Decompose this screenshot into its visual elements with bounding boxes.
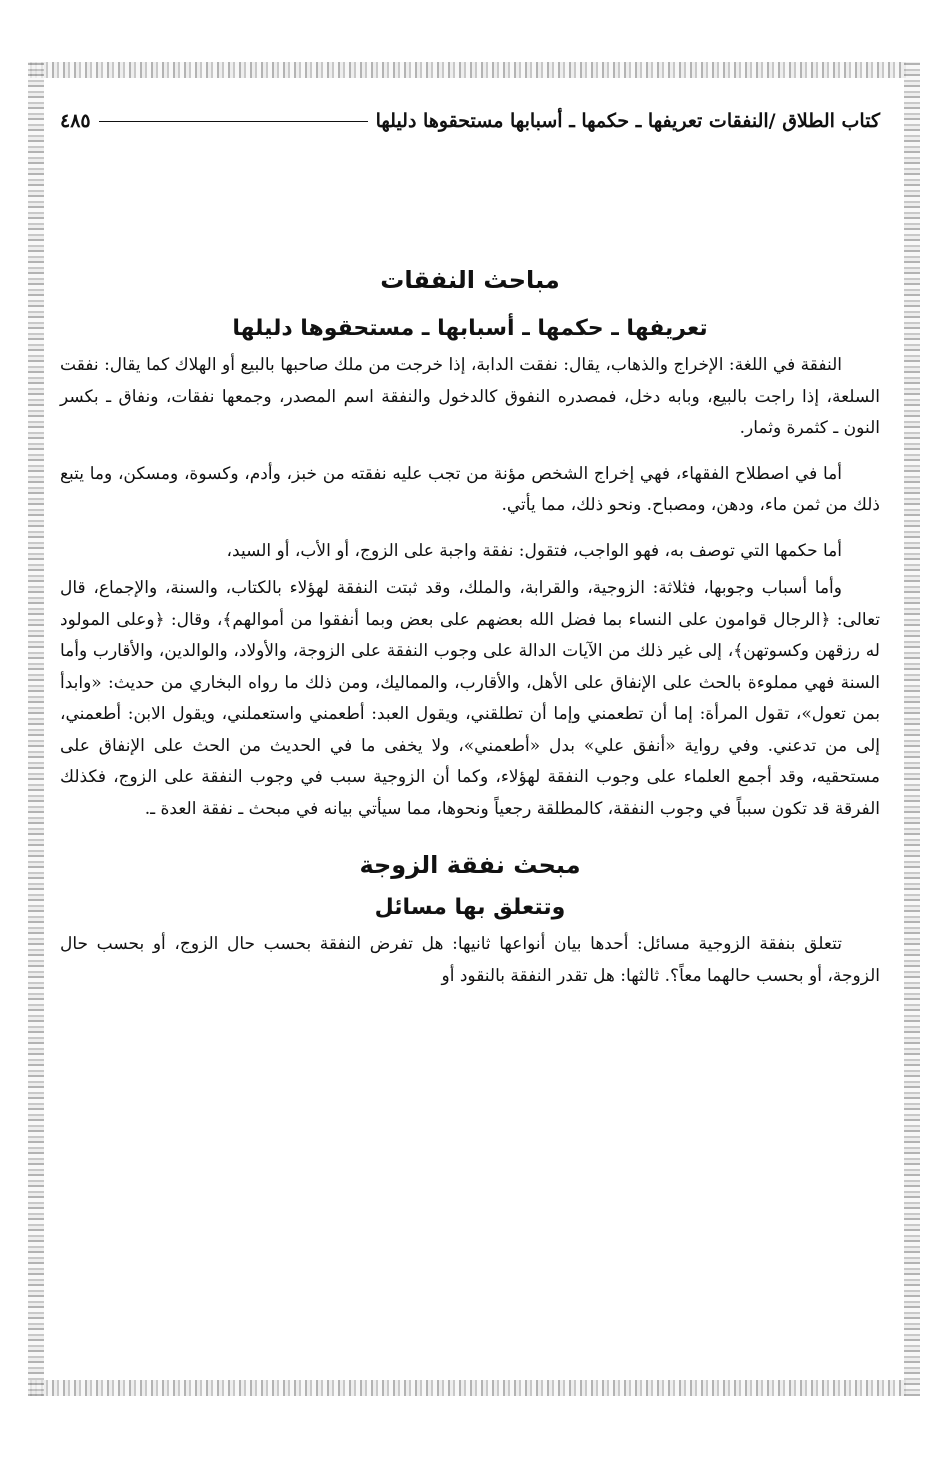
page-border-bottom — [30, 1380, 910, 1396]
paragraph-issues: تتعلق بنفقة الزوجية مسائل: أحدها بيان أنواعها ثانيها: هل تفرض النفقة بحسب حال الزوج، أو بحسب حال الزوجة، أو بحسب حالهما معاً؟. ثالثها: هل تقدر النفقة بالنقود أو — [60, 934, 880, 986]
section-subtitle: تعريفها ـ حكمها ـ أسبابها ـ مستحقوها دليلها — [232, 316, 708, 341]
page-border-left — [28, 62, 44, 1396]
page-border-right — [904, 62, 920, 1396]
running-header — [60, 106, 880, 136]
section-title: مبحث نفقة الزوجة — [359, 851, 581, 879]
running-title: كتاب الطلاق /النفقات تعريفها ـ حكمها ـ أسبابها مستحقوها دليلها — [375, 110, 880, 132]
section-subtitle: وتتعلق بها مسائل — [374, 895, 566, 920]
paragraph-causes: وأما أسباب وجوبها، فثلاثة: الزوجية، والقرابة، والملك، وقد ثبتت النفقة لهؤلاء بالكتاب، والسنة، والإجماع، قال تعالى: ﴿الرجال قوامون على النساء بما فضل الله بعضهم على بعض وبما أنفقوا من أموالهم﴾، وقال: ﴿وعلى المولود له رزقهن وكسوتهن﴾، إلى غير ذلك من الآيات الدالة على وجوب النفقة على الزوجة، والأولاد، والوالدين، والأقارب وأما السنة فهي مملوءة بالحث على الإنفاق على الأهل، والأقارب، والمماليك، ومن ذلك ما رواه البخاري من حديث: «وابدأ بمن تعول»، تقول المرأة: إما أن تطعمني وإما أن تطلقني، ويقول العبد: أطعمني واستعملني، ويقول الابن: أطعمني، إلى من تدعني. وفي رواية «أنفق علي» بدل «أطعمني»، ولا يخفى ما في الحديث من الحث على الإنفاق على مستحقيه، وقد أجمع العلماء على وجوب النفقة لهؤلاء، وكما أن الزوجية سبب في وجوب النفقة على الزوج، فكذلك الفرقة قد تكون سبباً في وجوب النفقة، كالمطلقة رجعياً ونحوها، مما سيأتي بيانه في مبحث ـ نفقة العدة ـ. — [60, 578, 880, 819]
paragraph-terminology: أما في اصطلاح الفقهاء، فهي إخراج الشخص مؤنة من تجب عليه نفقته من خبز، وأدم، وكسوة، ومسكن، وما يتبع ذلك من ثمن ماء، ودهن، ومصباح. ونحو ذلك، مما يأتي. — [60, 463, 880, 515]
paragraph-definition: النفقة في اللغة: الإخراج والذهاب، يقال: نفقت الدابة، إذا خرجت من ملك صاحبها بالبيع أو الهلاك كما يقال: نفقت السلعة، إذا راجت بالبيع، وبابه دخل، فمصدره النفوق كالدخول والنفقة اسم المصدر، وجمعها نفقات، ونفاق ـ بكسر النون ـ كثمرة وثمار. — [60, 355, 880, 438]
header-rule — [99, 121, 368, 122]
page-border-top — [30, 62, 910, 78]
page-number: ٤٨٥ — [60, 110, 91, 132]
section-title: مباحث النفقات — [380, 266, 560, 294]
page-body — [60, 262, 880, 1006]
section-wife-maintenance — [60, 847, 880, 992]
section-nafaqat — [60, 262, 880, 825]
paragraph-ruling: أما حكمها التي توصف به، فهو الواجب، فتقول: نفقة واجبة على الزوج، أو الأب، أو السيد، — [226, 540, 842, 561]
